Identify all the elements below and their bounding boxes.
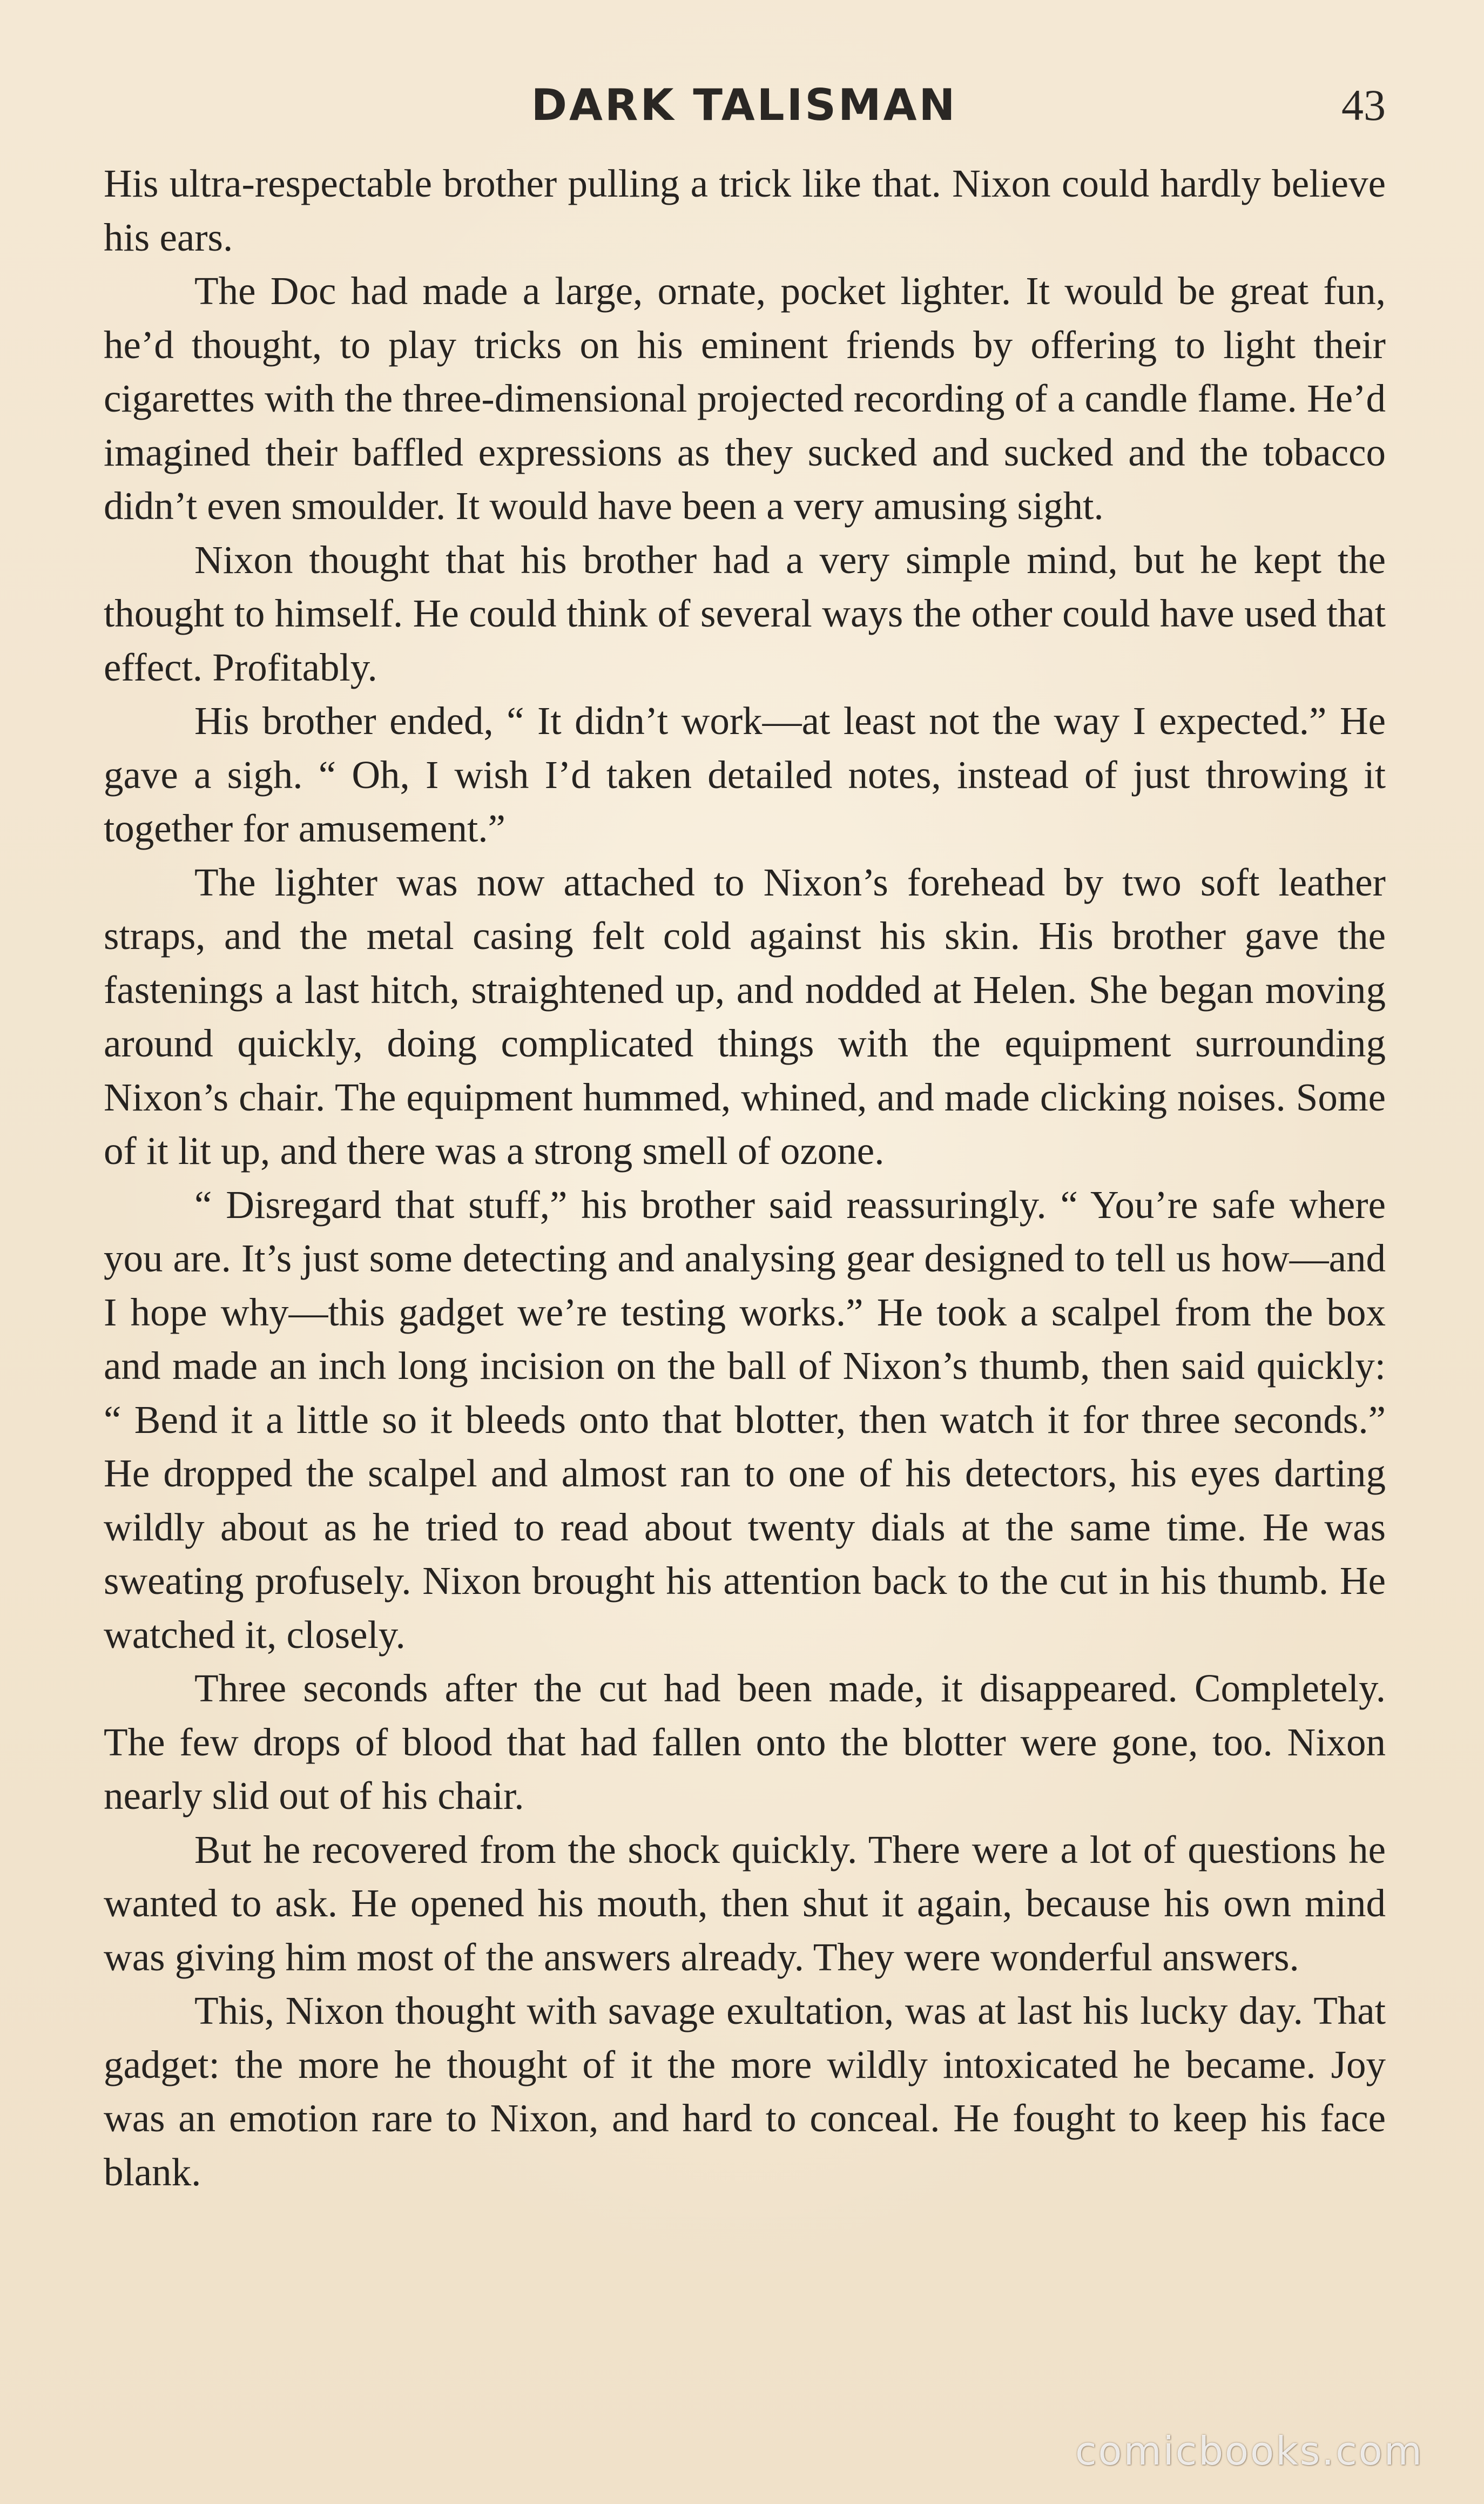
running-header [103,80,1386,139]
running-title: DARK TALISMAN [531,80,957,130]
paragraph: The Doc had made a large, ornate, pocket lighter. It would be great fun, he’d thought, to play tricks on his eminent friends by offering to light their cigarettes with the three-dimensional projected recording of a candle flame. He’d imagined their baffled expressions as they sucked and sucked and the tobacco didn’t even smoulder. It would have been a very amusing sight. [104,269,1386,528]
paragraph: The lighter was now attached to Nixon’s forehead by two soft leather straps, and the metal casing felt cold against his skin. His brother gave the fastenings a last hitch, straightened up, and nodded at Helen. She began moving around quickly, doing complicated things with the equipment surrounding Nixon’s chair. The equipment hummed, whined, and made clicking noises. Some of it lit up, and there was a strong smell of ozone. [104,860,1386,1173]
watermark: comicbooks.com [1075,2428,1424,2474]
paragraph: Three seconds after the cut had been made, it disappeared. Completely. The few drops of blood that had fallen onto the blotter were gone, too. Nixon nearly slid out of his chair. [104,1666,1386,1818]
paragraph: His brother ended, “ It didn’t work—at least not the way I expected.” He gave a sigh. “ Oh, I wish I’d taken detailed notes, instead of just throwing it together for amusement.” [104,699,1386,850]
page-number: 43 [1341,80,1386,130]
paragraph: But he recovered from the shock quickly. There were a lot of questions he wanted to ask. He opened his mouth, then shut it again, because his own mind was giving him most of the answers already. They were wonderful answers. [104,1827,1386,1979]
paragraph: This, Nixon thought with savage exultation, was at last his lucky day. That gadget: the more he thought of it the more wildly intoxicated he became. Joy was an emotion rare to Nixon, and hard to conceal. He fought to keep his face blank. [104,1989,1386,2194]
paragraph: “ Disregard that stuff,” his brother said reassuringly. “ You’re safe where you are. It’s just some detecting and analysing gear designed to tell us how—and I hope why—this gadget we’re testing works.” He took a scalpel from the box and made an inch long incision on the ball of Nixon’s thumb, then said quickly: “ Bend it a little so it bleeds onto that blotter, then watch it for three seconds.” He dropped the scalpel and almost ran to one of his detectors, his eyes darting wildly about as he tried to read about twenty dials at the same time. He was sweating profusely. Nixon brought his attention back to the cut in his thumb. He watched it, closely. [104,1182,1386,1657]
paragraph: Nixon thought that his brother had a very simple mind, but he kept the thought to himself. He could think of several ways the other could have used that effect. Profitably. [104,537,1386,689]
body-text [104,157,1386,2199]
paragraph: His ultra-respectable brother pulling a trick like that. Nixon could hardly believe his ears. [104,161,1386,259]
